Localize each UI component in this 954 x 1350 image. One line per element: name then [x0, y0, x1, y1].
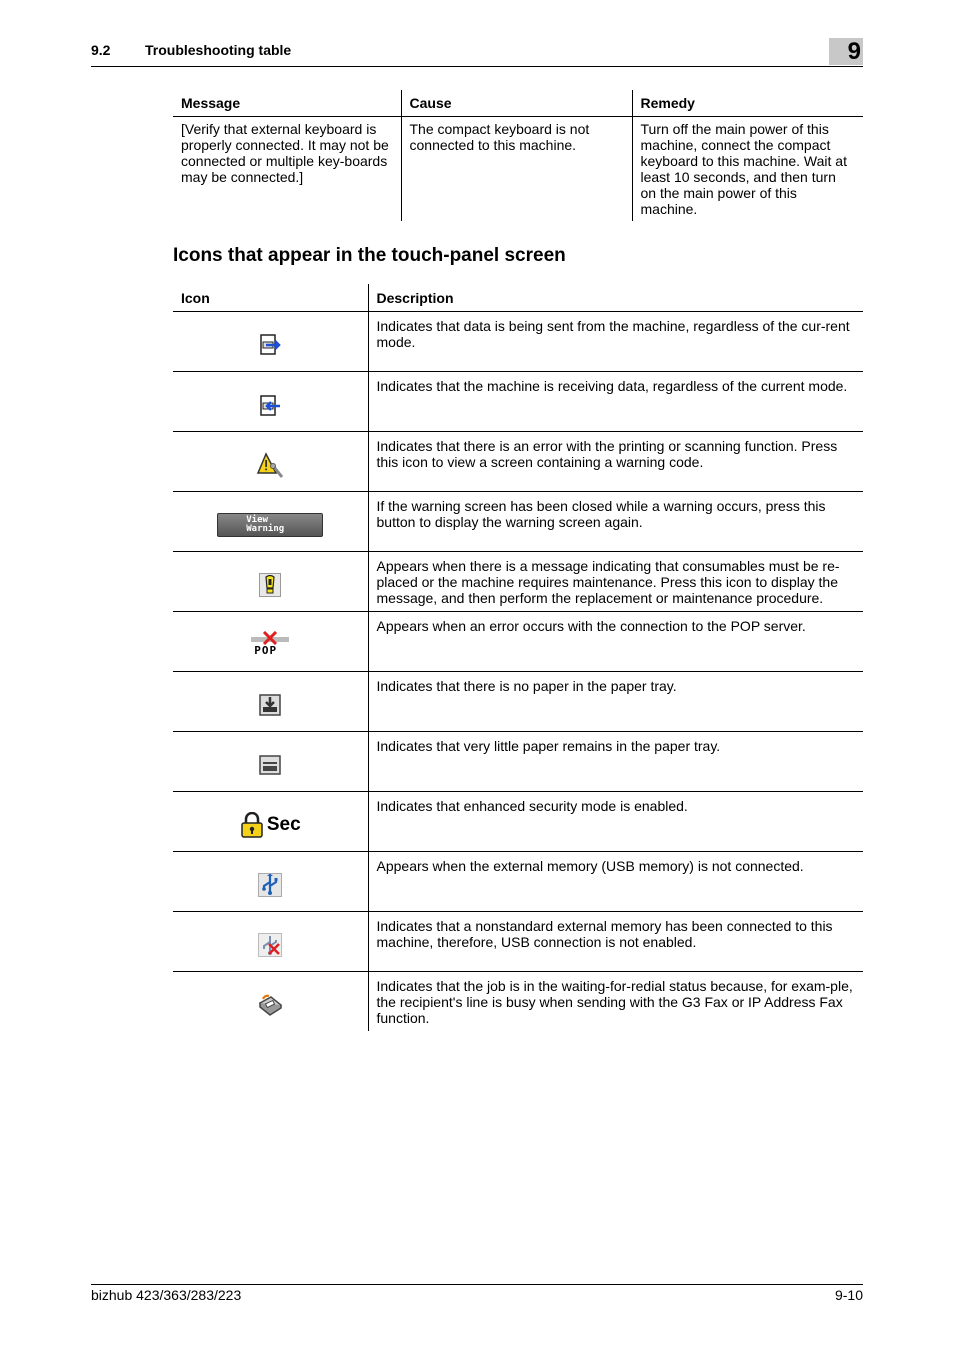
description-cell: Indicates that a nonstandard external memory has been connected to this machine, therefore, USB connection is not enabled. [368, 911, 863, 971]
low-paper-icon [259, 755, 281, 775]
section-title: Troubleshooting table [145, 42, 292, 58]
description-cell: Indicates that enhanced security mode is enabled. [368, 791, 863, 851]
message-table-header [173, 90, 863, 116]
description-cell: If the warning screen has been closed while a warning occurs, press this button to display the warning screen again. [368, 491, 863, 551]
table-row [173, 311, 863, 371]
description-cell: Indicates that there is an error with the printing or scanning function. Press this icon to view a screen containing a warning code. [368, 431, 863, 491]
table-row [173, 671, 863, 731]
description-cell: Indicates that the job is in the waiting-for-redial status because, for exam-ple, the recipient's line is busy when sending with the G3 Fax or IP Address Fax function. [376, 977, 853, 1026]
view-warning-button-label: View Warning [246, 515, 285, 534]
header-description: Description [368, 284, 863, 311]
table-row [173, 911, 863, 971]
header-remedy: Remedy [632, 90, 863, 116]
table-row [173, 491, 863, 551]
table-row [173, 551, 863, 611]
cause-cell: The compact keyboard is not connected to this machine. [401, 116, 632, 221]
table-row [173, 731, 863, 791]
data-sending-icon [258, 333, 282, 357]
page-footer [91, 1284, 863, 1303]
message-cell: [Verify that external keyboard is properly connected. It may not be connected or multiple key-boards may be connected.] [173, 116, 401, 221]
sec-label: Sec [266, 814, 301, 835]
model-name: bizhub 423/363/283/223 [91, 1287, 242, 1303]
table-row [173, 116, 863, 221]
security-lock-icon [240, 812, 301, 838]
pop-label: POP [254, 644, 278, 657]
icons-table-header [173, 284, 863, 311]
pop-error-icon[interactable] [251, 631, 289, 659]
redial-wait-icon [257, 993, 283, 1017]
usb-disabled-icon [258, 933, 282, 957]
data-receiving-icon [258, 393, 282, 417]
icons-table [173, 284, 863, 1031]
consumables-icon[interactable] [259, 573, 281, 597]
header-message: Message [173, 90, 401, 116]
no-paper-icon [259, 694, 281, 716]
table-row [173, 791, 863, 851]
page-header [91, 40, 863, 67]
table-row [173, 611, 863, 671]
view-warning-button[interactable] [217, 513, 323, 537]
usb-not-connected-icon [258, 873, 282, 897]
description-cell: Appears when there is a message indicating that consumables must be re-placed or the machine requires maintenance. Press this icon to display the message, and then perform the replacement or maintenance procedure. [368, 551, 863, 611]
remedy-cell: Turn off the main power of this machine, connect the compact keyboard to this machine. Wait at least 10 seconds, and then turn on the main power of this machine. [640, 120, 847, 217]
table-row [173, 431, 863, 491]
header-cause: Cause [401, 90, 632, 116]
table-row [173, 851, 863, 911]
description-cell: Indicates that very little paper remains in the paper tray. [368, 731, 863, 791]
icons-section-title: Icons that appear in the touch-panel screen [173, 245, 566, 266]
description-cell: Indicates that the machine is receiving data, regardless of the current mode. [368, 371, 863, 431]
message-table [173, 90, 863, 221]
warning-icon[interactable] [256, 451, 284, 479]
section-number: 9.2 [91, 42, 111, 58]
page-number: 9-10 [834, 1287, 863, 1303]
table-row [173, 371, 863, 431]
description-cell: Indicates that data is being sent from the machine, regardless of the cur-rent mode. [368, 311, 863, 371]
description-cell: Appears when the external memory (USB memory) is not connected. [368, 851, 863, 911]
table-row [173, 971, 863, 1031]
description-cell: Indicates that there is no paper in the paper tray. [368, 671, 863, 731]
description-cell: Appears when an error occurs with the connection to the POP server. [368, 611, 863, 671]
header-icon: Icon [173, 284, 368, 311]
chapter-badge: 9 [829, 38, 863, 65]
